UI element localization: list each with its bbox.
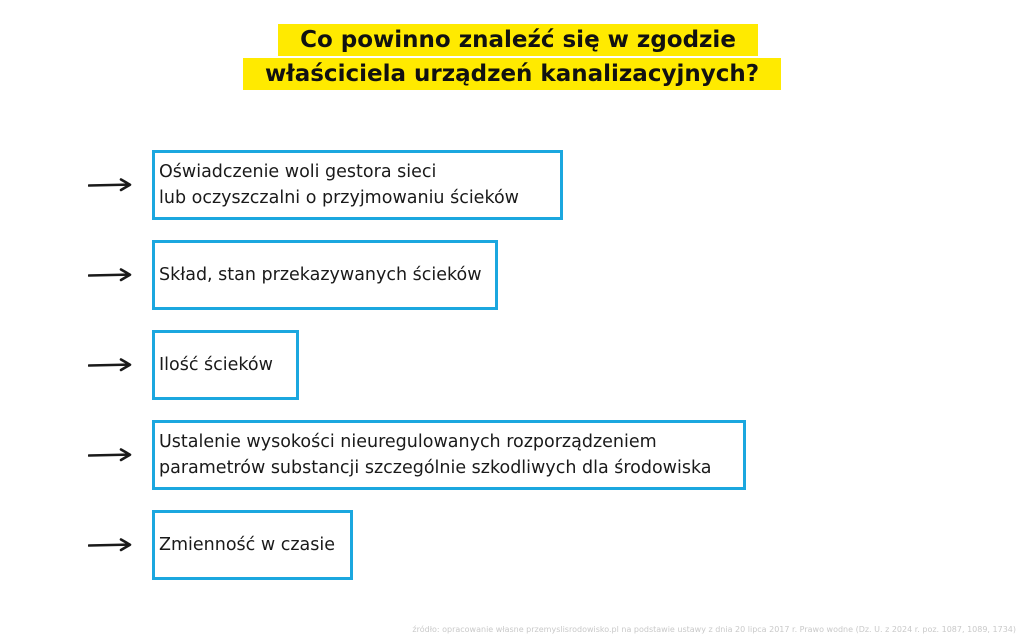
item-text-line-2: parametrów substancji szczególnie szkodliwych dla środowiska <box>159 458 712 478</box>
item-text-line-2: lub oczyszczalni o przyjmowaniu ścieków <box>159 188 519 208</box>
item-box <box>152 420 746 490</box>
source-note: źródło: opracowanie własne przemyslisrodowisko.pl na podstawie ustawy z dnia 20 lipca 2017 r. Prawo wodne (Dz. U. z 2024 r. poz. 1087, 1089, 1734) <box>412 625 1016 634</box>
item-text-line-1: Skład, stan przekazywanych ścieków <box>159 265 482 285</box>
right-arrow-icon <box>88 177 134 193</box>
right-arrow-icon <box>88 537 134 553</box>
list-item-parameters <box>88 420 746 490</box>
right-arrow-icon <box>88 357 134 373</box>
item-text-line-1: Zmienność w czasie <box>159 535 336 555</box>
item-box <box>152 240 498 310</box>
item-box <box>152 330 299 400</box>
item-text-line-1: Ustalenie wysokości nieuregulowanych rozporządzeniem <box>159 432 657 452</box>
right-arrow-icon <box>88 447 134 463</box>
title-line-2: właściciela urządzeń kanalizacyjnych? <box>243 58 781 90</box>
item-text-line-1: Oświadczenie woli gestora sieci <box>159 162 437 182</box>
list-item-composition <box>88 240 498 310</box>
item-box <box>152 150 563 220</box>
item-text-line-1: Ilość ścieków <box>159 355 273 375</box>
list-item-declaration <box>88 150 563 220</box>
item-box <box>152 510 353 580</box>
list-item-quantity <box>88 330 299 400</box>
right-arrow-icon <box>88 267 134 283</box>
diagram-title <box>0 24 1024 90</box>
list-item-variability <box>88 510 353 580</box>
title-line-1: Co powinno znaleźć się w zgodzie <box>278 24 758 56</box>
